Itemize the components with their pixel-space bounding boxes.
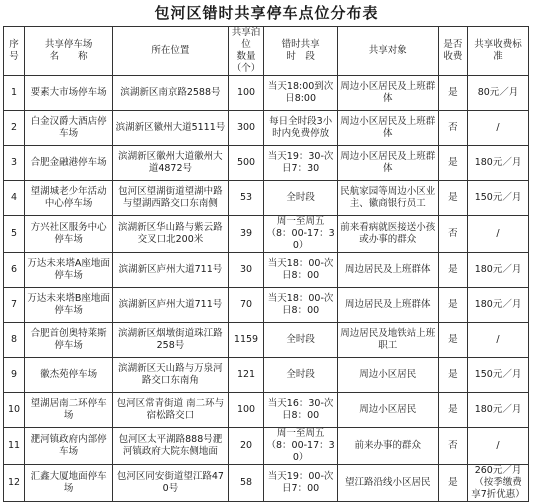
cell-location: 滨湖新区烟墩街道珠江路258号 [113, 323, 228, 358]
cell-target: 周边小区居民 [337, 358, 438, 393]
cell-standard: 150元／月 [468, 181, 529, 216]
cell-target: 周边居民及上班群体 [337, 253, 438, 288]
cell-fee: 是 [438, 146, 467, 181]
cell-count: 58 [228, 465, 264, 502]
header-location: 所在位置 [113, 27, 228, 76]
cell-time: 全时段 [264, 358, 338, 393]
cell-name: 万达未来塔B座地面停车场 [25, 288, 113, 323]
cell-location: 包河区常青街道 南二环与宿松路交口 [113, 393, 228, 428]
table-row [4, 146, 529, 181]
cell-target: 周边居民及上班群体 [337, 288, 438, 323]
cell-target: 周边小区居民 [337, 393, 438, 428]
header-no: 序号 [4, 27, 25, 76]
cell-count: 20 [228, 428, 264, 465]
cell-fee: 否 [438, 428, 467, 465]
header-count [228, 27, 264, 76]
cell-fee: 是 [438, 76, 467, 111]
cell-name: 要素大市场停车场 [25, 76, 113, 111]
table-header-row [4, 27, 529, 76]
cell-time: 周一至周五（8：00-17：30） [264, 216, 338, 253]
cell-time: 当天16：30-次日8：00 [264, 393, 338, 428]
cell-fee: 否 [438, 111, 467, 146]
table-row [4, 323, 529, 358]
cell-name: 汇鑫大厦地面停车场 [25, 465, 113, 502]
parking-table [3, 26, 529, 502]
cell-standard: / [468, 216, 529, 253]
cell-no: 4 [4, 181, 25, 216]
cell-name: 望湖居南二环停车场 [25, 393, 113, 428]
cell-fee: 是 [438, 181, 467, 216]
cell-count: 100 [228, 76, 264, 111]
cell-fee: 是 [438, 358, 467, 393]
table-row [4, 393, 529, 428]
cell-target: 周边小区居民及上班群体 [337, 76, 438, 111]
cell-name: 徽杰苑停车场 [25, 358, 113, 393]
cell-target: 望江路沿线小区居民 [337, 465, 438, 502]
cell-count: 53 [228, 181, 264, 216]
cell-time: 全时段 [264, 181, 338, 216]
cell-count: 39 [228, 216, 264, 253]
header-time [264, 27, 338, 76]
cell-no: 5 [4, 216, 25, 253]
cell-fee: 是 [438, 253, 467, 288]
cell-name: 合肥金融港停车场 [25, 146, 113, 181]
header-fee [438, 27, 467, 76]
table-row [4, 216, 529, 253]
cell-count: 300 [228, 111, 264, 146]
cell-standard: 180元／月 [468, 253, 529, 288]
cell-standard: 180元／月 [468, 288, 529, 323]
cell-standard: 150元／月 [468, 358, 529, 393]
cell-fee: 否 [438, 216, 467, 253]
cell-fee: 是 [438, 288, 467, 323]
cell-time: 每日全时段3小时内免费停放 [264, 111, 338, 146]
cell-location: 包河区太平湖路888号淝河镇政府大院东侧地面 [113, 428, 228, 465]
table-row [4, 181, 529, 216]
cell-standard: 180元／月 [468, 146, 529, 181]
cell-no: 10 [4, 393, 25, 428]
cell-count: 100 [228, 393, 264, 428]
cell-no: 7 [4, 288, 25, 323]
cell-location: 滨湖新区天山路与万泉河路交口东南角 [113, 358, 228, 393]
cell-name: 合肥首创奥特莱斯停车场 [25, 323, 113, 358]
cell-time: 当天19：30-次日7：30 [264, 146, 338, 181]
cell-target: 周边居民及地铁站上班职工 [337, 323, 438, 358]
cell-target: 周边小区居民及上班群体 [337, 146, 438, 181]
cell-fee: 是 [438, 465, 467, 502]
cell-location: 滨湖新区南京路2588号 [113, 76, 228, 111]
table-row [4, 428, 529, 465]
header-fee-text: 是否 收费 [443, 39, 463, 62]
cell-target: 民航家园等周边小区业主、徽商银行员工 [337, 181, 438, 216]
header-standard [468, 27, 529, 76]
cell-target: 周边小区居民及上班群体 [337, 111, 438, 146]
cell-fee: 是 [438, 393, 467, 428]
cell-no: 1 [4, 76, 25, 111]
cell-no: 12 [4, 465, 25, 502]
table-row [4, 111, 529, 146]
cell-target: 前来看病就医接送小孩或办事的群众 [337, 216, 438, 253]
cell-count: 30 [228, 253, 264, 288]
cell-location: 滨湖新区徽州大道徽州大道4872号 [113, 146, 228, 181]
cell-time: 当天18：00-次日8：00 [264, 253, 338, 288]
cell-standard: / [468, 323, 529, 358]
cell-name: 白金汉爵大酒店停车场 [25, 111, 113, 146]
header-name [25, 27, 113, 76]
header-target: 共享对象 [337, 27, 438, 76]
cell-count: 70 [228, 288, 264, 323]
header-time-text: 错时共享 时 段 [281, 39, 320, 62]
header-standard-text: 共享收费标 准 [474, 39, 522, 62]
cell-no: 6 [4, 253, 25, 288]
table-row [4, 253, 529, 288]
cell-count: 121 [228, 358, 264, 393]
cell-location: 滨湖新区徽州大道5111号 [113, 111, 228, 146]
cell-no: 11 [4, 428, 25, 465]
cell-count: 500 [228, 146, 264, 181]
cell-fee: 是 [438, 323, 467, 358]
cell-no: 3 [4, 146, 25, 181]
header-name-text: 共享停车场 名 称 [44, 39, 93, 62]
cell-name: 淝河镇政府内部停车场 [25, 428, 113, 465]
cell-time: 周一至周五（8：00-17：30） [264, 428, 338, 465]
cell-standard: 80元／月 [468, 76, 529, 111]
cell-time: 当天18：00-次日8：00 [264, 288, 338, 323]
cell-standard: 260元／月（按季缴费享7折优惠） [468, 465, 529, 502]
page-title: 包河区错时共享停车点位分布表 [154, 4, 379, 22]
cell-standard: 180元／月 [468, 393, 529, 428]
cell-name: 万达未来塔A座地面停车场 [25, 253, 113, 288]
cell-no: 2 [4, 111, 25, 146]
cell-location: 滨湖新区华山路与紫云路交叉口北200米 [113, 216, 228, 253]
header-count-text: 共享泊位 数量 （个） [231, 27, 261, 74]
cell-count: 1159 [228, 323, 264, 358]
cell-location: 滨湖新区庐州大道711号 [113, 253, 228, 288]
cell-time: 当天19：00-次日7：00 [264, 465, 338, 502]
cell-time: 当天18:00到次日8:00 [264, 76, 338, 111]
cell-no: 9 [4, 358, 25, 393]
cell-no: 8 [4, 323, 25, 358]
cell-standard: / [468, 428, 529, 465]
cell-location: 包河区同安街道望江路470号 [113, 465, 228, 502]
cell-time: 全时段 [264, 323, 338, 358]
table-row [4, 358, 529, 393]
cell-name: 望湖城老少年活动中心停车场 [25, 181, 113, 216]
cell-standard: / [468, 111, 529, 146]
table-row [4, 288, 529, 323]
cell-location: 滨湖新区庐州大道711号 [113, 288, 228, 323]
table-row [4, 76, 529, 111]
table-row [4, 465, 529, 502]
cell-name: 方兴社区服务中心停车场 [25, 216, 113, 253]
cell-target: 前来办事的群众 [337, 428, 438, 465]
cell-location: 包河区望湖街道望湖中路与望湖西路交口东南侧 [113, 181, 228, 216]
